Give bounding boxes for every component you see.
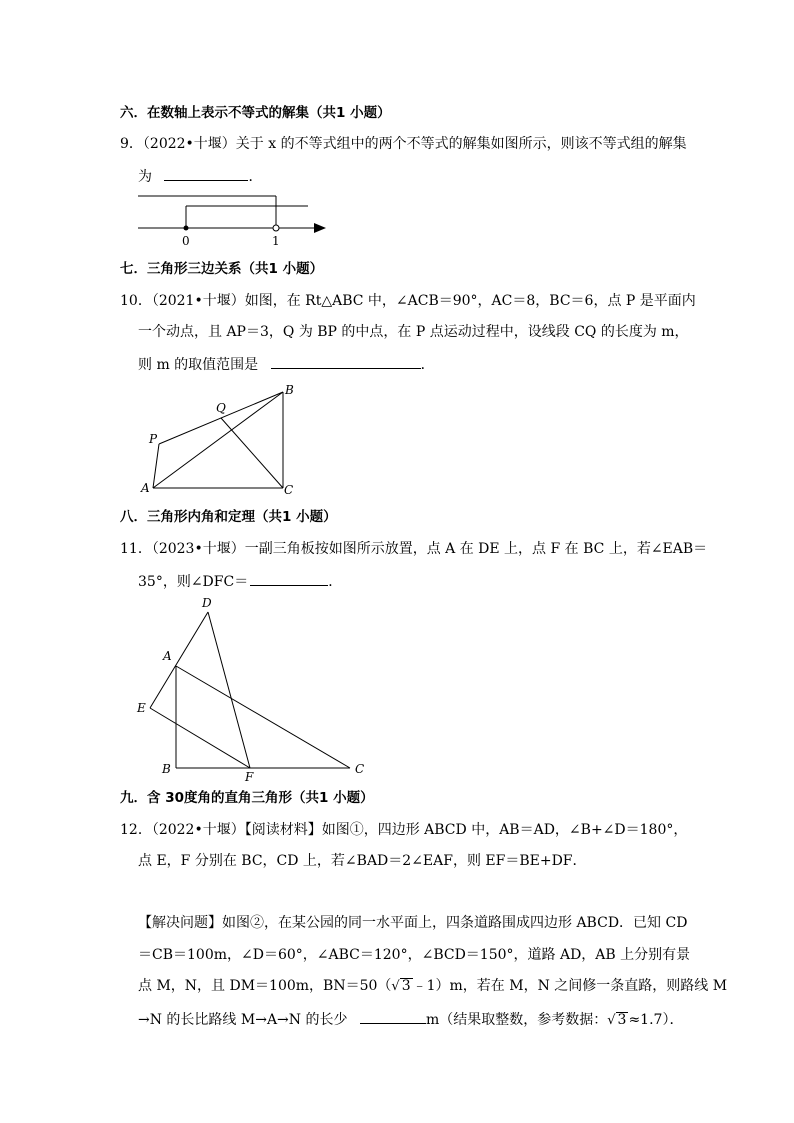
section-heading-7: 七．三角形三边关系（共1 小题）: [120, 261, 324, 277]
question-11-line-1: 11．（2023•十堰）一副三角板按如图所示放置，点 A 在 DE 上，点 F 在 BC 上，若∠EAB＝: [120, 541, 708, 557]
question-9-line-1: 9．（2022•十堰）关于 x 的不等式组中的两个不等式的解集如图所示，则该不等式组的解集: [120, 136, 687, 152]
question-12-line-6-suffix: ≈1.7）．: [628, 1012, 684, 1028]
answer-blank-9[interactable]: [164, 166, 248, 181]
question-12-line-5-prefix: 点 M，N，且 DM＝100m，BN＝50（: [138, 978, 392, 994]
question-10-suffix: ．: [420, 357, 435, 373]
label-b: B: [285, 383, 294, 397]
label-a: A: [163, 649, 172, 663]
section-heading-6: 六．在数轴上表示不等式的解集（共1 小题）: [120, 105, 391, 121]
question-12-line-5-suffix: ﹣1）m，若在 M，N 之间修一条直路，则路线 M: [412, 978, 728, 994]
question-9-line-2: [138, 166, 262, 186]
question-12-unit: m（结果取整数，参考数据：: [425, 1012, 608, 1028]
question-9-prefix: 为: [138, 169, 152, 185]
question-12-line-2: 点 E，F 分别在 BC，CD 上，若∠BAD＝2∠EAF，则 EF＝BE+DF．: [138, 853, 587, 869]
answer-blank-12[interactable]: [360, 1009, 426, 1024]
question-12-line-6: →N 的长比路线 M→A→N 的长少 m（结果取整数，参考数据：√ 3 ≈1.7）．: [138, 1009, 683, 1030]
question-11-line-2: [138, 571, 342, 591]
question-10-line-1: 10．（2021•十堰）如图，在 Rt△ABC 中，∠ACB＝90°，AC＝8，BC＝6，点 P 是平面内: [120, 293, 696, 309]
axis-arrow-icon: [314, 223, 326, 233]
question-12-line-1: 12．（2022•十堰）【阅读材料】如图①，四边形 ABCD 中，AB＝AD，∠B+∠D＝180°，: [120, 822, 688, 838]
question-11-suffix: ．: [328, 574, 343, 590]
question-12-line-5: 点 M，N，且 DM＝100m，BN＝50（√ 3 ﹣1）m，若在 M，N 之间修一条直路，则路线 M: [138, 978, 728, 994]
solid-dot: [184, 226, 189, 231]
answer-blank-10[interactable]: [271, 354, 421, 369]
question-12-line-3: 【解决问题】如图②，在某公园的同一水平面上，四条道路围成四边形 ABCD．已知 CD: [138, 915, 688, 931]
answer-blank-11[interactable]: [250, 571, 328, 586]
label-a: A: [141, 481, 150, 495]
sqrt-3-radicand-2: 3: [617, 1012, 627, 1028]
section-heading-8: 八．三角形内角和定理（共1 小题）: [120, 509, 337, 525]
question-10-line-2: 一个动点，且 AP＝3，Q 为 BP 的中点，在 P 点运动过程中，设线段 CQ 的长度为 m，: [138, 324, 689, 340]
triangle-figure-11: [132, 592, 377, 784]
label-f: F: [245, 770, 254, 784]
label-e: E: [137, 701, 146, 715]
label-d: D: [202, 596, 212, 610]
question-10-line-3: [138, 354, 435, 374]
label-p: P: [149, 432, 158, 446]
section-heading-9: 九．含 30度角的直角三角形（共1 小题）: [120, 790, 374, 806]
question-10-prefix: 则 m 的取值范围是: [138, 357, 259, 373]
question-9-suffix: ．: [248, 169, 263, 185]
label-c: C: [284, 483, 294, 497]
question-11-prefix: 35°，则∠DFC＝: [138, 574, 249, 590]
tick-label-1: 1: [272, 234, 280, 248]
label-c: C: [355, 762, 365, 776]
label-b: B: [162, 762, 171, 776]
number-line-figure: [130, 190, 330, 248]
label-q: Q: [216, 401, 226, 415]
sqrt-3-radicand: 3: [401, 978, 411, 994]
tick-label-0: 0: [182, 234, 190, 248]
question-12-line-6-prefix: →N 的长比路线 M→A→N 的长少: [138, 1012, 348, 1028]
question-12-line-4: ＝CB＝100m，∠D＝60°，∠ABC＝120°，∠BCD＝150°，道路 AD，AB 上分别有景: [138, 947, 691, 963]
hollow-dot: [273, 225, 279, 231]
triangle-figure-10: [135, 378, 305, 498]
